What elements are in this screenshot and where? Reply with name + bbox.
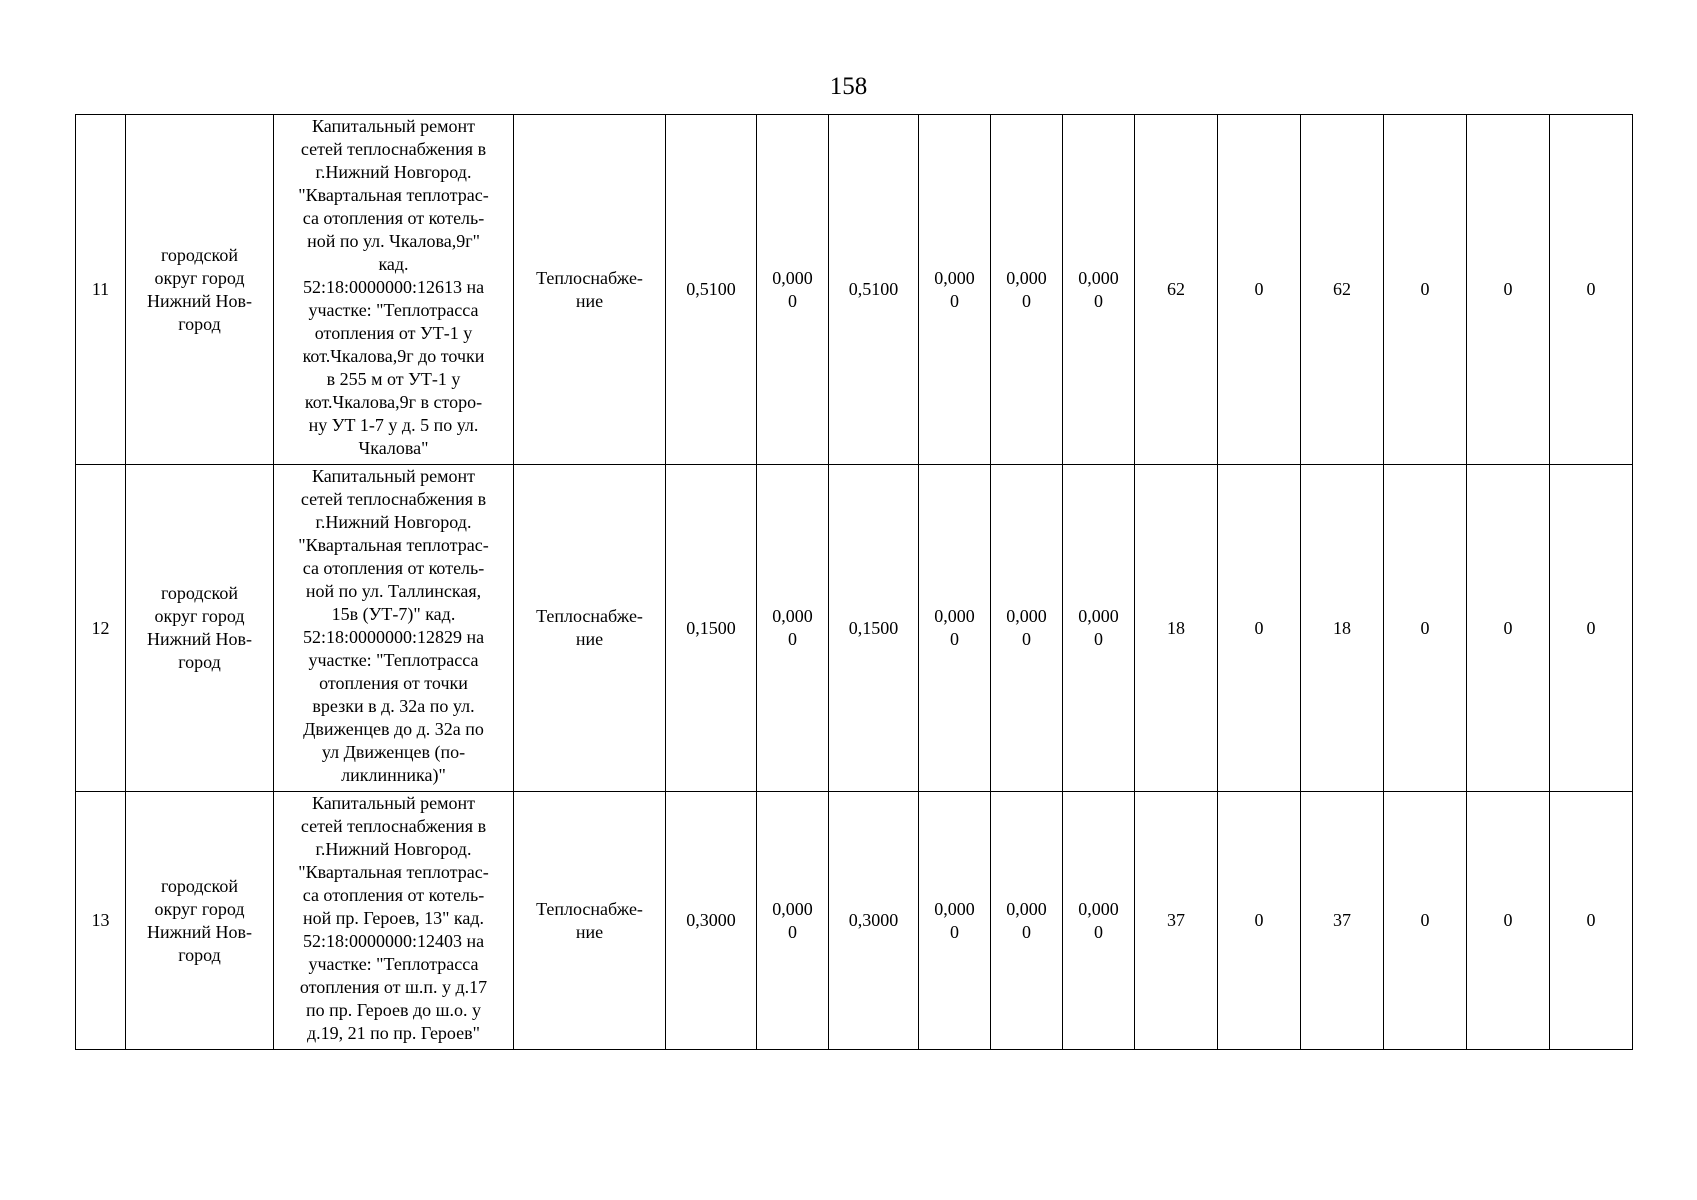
- value-cell: 0,000 0: [757, 792, 829, 1050]
- value-cell: 0: [1218, 792, 1301, 1050]
- value-cell: 0: [1384, 792, 1467, 1050]
- value-cell: 0: [1384, 115, 1467, 465]
- value-cell: 18: [1301, 465, 1384, 792]
- value-cell: 37: [1301, 792, 1384, 1050]
- territory-cell: городской округ город Нижний Нов- город: [126, 115, 274, 465]
- value-cell: 62: [1135, 115, 1218, 465]
- description-cell: Капитальный ремонт сетей теплоснабжения в г.Нижний Новгород. "Квартальная теплотрас- са отопления от котель- ной по ул. Таллинская, 15в (УТ-7)" кад. 52:18:0000000:12829 на участке: "Теплотрасса отопления от точки врезки в д. 32а по ул. Движенцев до д. 32а по ул Движенцев (по- ликлинника)": [274, 465, 514, 792]
- value-cell: 0,000 0: [991, 792, 1063, 1050]
- value-cell: 0: [1384, 465, 1467, 792]
- value-cell: 0: [1467, 465, 1550, 792]
- value-cell: 0,000 0: [757, 115, 829, 465]
- value-cell: 0,000 0: [1063, 465, 1135, 792]
- value-cell: 0,1500: [666, 465, 757, 792]
- value-cell: 0,000 0: [919, 792, 991, 1050]
- table-row: [76, 115, 1633, 465]
- row-number-cell: 11: [76, 115, 126, 465]
- value-cell: 0: [1550, 465, 1633, 792]
- value-cell: 0,000 0: [1063, 115, 1135, 465]
- type-cell: Теплоснабже- ние: [514, 465, 666, 792]
- value-cell: 0: [1550, 792, 1633, 1050]
- territory-cell: городской округ город Нижний Нов- город: [126, 465, 274, 792]
- value-cell: 0,000 0: [919, 115, 991, 465]
- type-cell: Теплоснабже- ние: [514, 792, 666, 1050]
- table-row: [76, 465, 1633, 792]
- value-cell: 0: [1467, 792, 1550, 1050]
- value-cell: 37: [1135, 792, 1218, 1050]
- value-cell: 18: [1135, 465, 1218, 792]
- value-cell: 62: [1301, 115, 1384, 465]
- value-cell: 0,5100: [666, 115, 757, 465]
- value-cell: 0: [1218, 115, 1301, 465]
- description-cell: Капитальный ремонт сетей теплоснабжения в г.Нижний Новгород. "Квартальная теплотрас- са отопления от котель- ной по ул. Чкалова,9г" кад. 52:18:0000000:12613 на участке: "Теплотрасса отопления от УТ-1 у кот.Чкалова,9г до точки в 255 м от УТ-1 у кот.Чкалова,9г в сторо- ну УТ 1-7 у д. 5 по ул. Чкалова": [274, 115, 514, 465]
- description-cell: Капитальный ремонт сетей теплоснабжения в г.Нижний Новгород. "Квартальная теплотрас- са отопления от котель- ной пр. Героев, 13" кад. 52:18:0000000:12403 на участке: "Теплотрасса отопления от ш.п. у д.17 по пр. Героев до ш.о. у д.19, 21 по пр. Героев": [274, 792, 514, 1050]
- value-cell: 0,000 0: [1063, 792, 1135, 1050]
- row-number-cell: 13: [76, 792, 126, 1050]
- type-cell: Теплоснабже- ние: [514, 115, 666, 465]
- value-cell: 0,3000: [829, 792, 919, 1050]
- value-cell: 0,1500: [829, 465, 919, 792]
- table-row: [76, 792, 1633, 1050]
- value-cell: 0: [1467, 115, 1550, 465]
- value-cell: 0: [1550, 115, 1633, 465]
- row-number-cell: 12: [76, 465, 126, 792]
- territory-cell: городской округ город Нижний Нов- город: [126, 792, 274, 1050]
- value-cell: 0,5100: [829, 115, 919, 465]
- page-number: 158: [829, 73, 868, 100]
- value-cell: 0: [1218, 465, 1301, 792]
- value-cell: 0,000 0: [991, 465, 1063, 792]
- value-cell: 0,000 0: [919, 465, 991, 792]
- value-cell: 0,000 0: [757, 465, 829, 792]
- value-cell: 0,3000: [666, 792, 757, 1050]
- value-cell: 0,000 0: [991, 115, 1063, 465]
- projects-table: [75, 114, 1633, 1050]
